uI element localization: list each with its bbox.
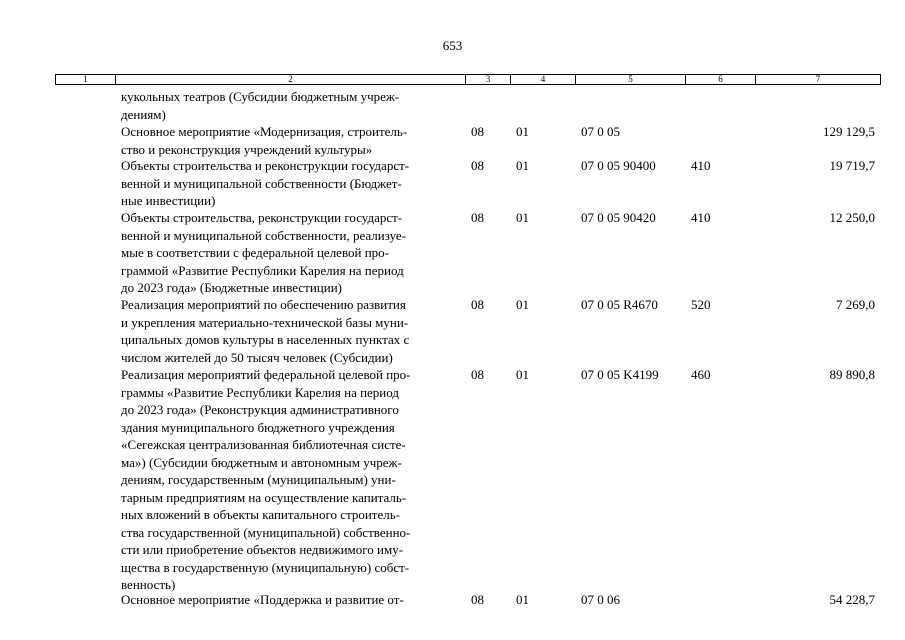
row-target-code: 07 0 05 R4670	[581, 297, 658, 312]
column-header-table	[55, 74, 881, 85]
row-section: 08	[471, 158, 484, 173]
row-expense-type: 410	[691, 210, 711, 225]
page-number: 653	[442, 38, 463, 53]
row-amount: 19 719,7	[829, 158, 875, 173]
column-header-3: 3	[466, 75, 511, 85]
row-amount: 7 269,0	[836, 297, 875, 312]
row-name: кукольных театров (Субсидии бюджетным учреж- дениям)	[121, 89, 400, 122]
column-header-7: 7	[756, 75, 881, 85]
row-section: 08	[471, 297, 484, 312]
row-amount: 54 228,7	[829, 592, 875, 607]
row-amount: 12 250,0	[829, 210, 875, 225]
row-section: 08	[471, 210, 484, 225]
column-header-4: 4	[511, 75, 576, 85]
column-header-2: 2	[116, 75, 466, 85]
row-name: Основное мероприятие «Поддержка и развитие от-	[121, 592, 404, 607]
row-section: 08	[471, 592, 484, 607]
row-name: Реализация мероприятий федеральной целевой про- граммы «Развитие Республики Карелия на период до 2023 года» (Реконструкция административного здания муниципального бюджетного учреждения «Сегежская централизованная библиотечная систе- ма») (Субсидии бюджетным и автономным учреж- дениям, государственным (муниципальным) уни- тарным предприятиям на осуществление капиталь- ных вложений в объекты капитального строитель- ства государственной (муниципальной) собственно- сти или приобретение объектов недвижимого иму- щества в государственную (муниципальную) собст- венность)	[121, 367, 411, 592]
row-target-code: 07 0 05 90400	[581, 158, 656, 173]
row-expense-type: 460	[691, 367, 711, 382]
row-name: Объекты строительства, реконструкции государст- венной и муниципальной собственности, реализуе- мые в соответствии с федеральной целевой про- граммой «Развитие Республики Карелия на период до 2023 года» (Бюджетные инвестиции)	[121, 210, 406, 295]
row-expense-type: 410	[691, 158, 711, 173]
row-target-code: 07 0 05	[581, 124, 620, 139]
row-name: Объекты строительства и реконструкции государст- венной и муниципальной собственности (Бюджет- ные инвестиции)	[121, 158, 410, 208]
row-amount: 129 129,5	[823, 124, 875, 139]
column-header-1: 1	[56, 75, 116, 85]
row-name: Основное мероприятие «Модернизация, строитель- ство и реконструкция учреждений культуры»	[121, 124, 408, 157]
row-expense-type: 520	[691, 297, 711, 312]
row-subsection: 01	[516, 158, 529, 173]
row-subsection: 01	[516, 367, 529, 382]
row-target-code: 07 0 05 90420	[581, 210, 656, 225]
row-target-code: 07 0 06	[581, 592, 620, 607]
row-section: 08	[471, 367, 484, 382]
row-section: 08	[471, 124, 484, 139]
row-subsection: 01	[516, 297, 529, 312]
row-subsection: 01	[516, 210, 529, 225]
column-header-6: 6	[686, 75, 756, 85]
row-target-code: 07 0 05 K4199	[581, 367, 659, 382]
row-name: Реализация мероприятий по обеспечению развития и укрепления материально-технической базы муни- ципальных домов культуры в населенных пунктах с числом жителей до 50 тысяч человек (Субсидии)	[121, 297, 410, 365]
row-subsection: 01	[516, 592, 529, 607]
column-header-5: 5	[576, 75, 686, 85]
row-amount: 89 890,8	[829, 367, 875, 382]
row-subsection: 01	[516, 124, 529, 139]
